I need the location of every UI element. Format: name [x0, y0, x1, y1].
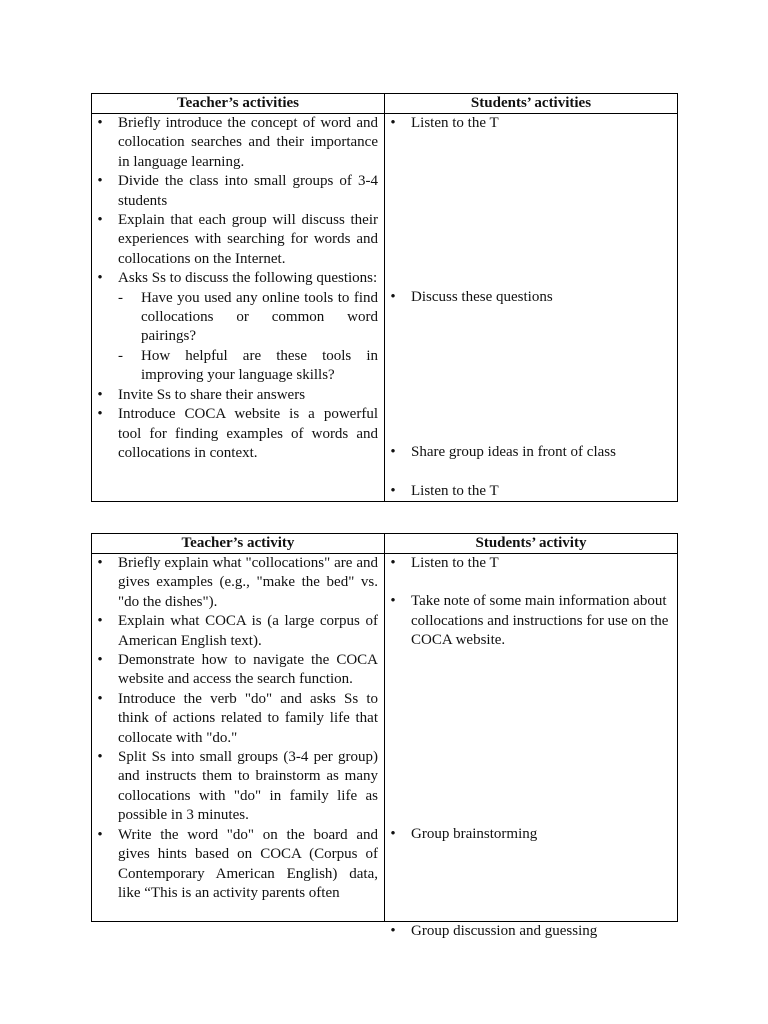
bullet-icon: • [97, 115, 103, 131]
list-item: • Explain what COCA is (a large corpus of American English text). [92, 612, 384, 651]
list-item: • Discuss these questions [385, 288, 677, 307]
bullet-icon: • [97, 690, 103, 707]
bullet-icon: • [390, 555, 396, 571]
bullet-icon: • [97, 406, 103, 423]
bullet-icon: • [97, 386, 103, 403]
list-item: • Invite Ss to share their answers [92, 386, 384, 405]
list-item: • Group brainstorming [385, 825, 677, 844]
bullet-icon: • [97, 613, 103, 630]
sub-list-item: - How helpful are these tools in improving your language skills? [118, 347, 378, 384]
list-item: • Briefly introduce the concept of word and collocation searches and their importance in language learning. [92, 114, 384, 172]
table-row [92, 554, 678, 922]
teacher-activities-cell [92, 114, 385, 502]
bullet-icon: • [97, 652, 103, 669]
table-header-row [92, 94, 678, 114]
table-row [92, 114, 678, 502]
dash-icon: - [118, 347, 123, 364]
bullet-icon: • [97, 749, 103, 766]
list-item: • Introduce the verb "do" and asks Ss to think of actions related to family life that collocate with "do." [92, 690, 384, 748]
bullet-icon: • [97, 270, 103, 287]
sub-list-item: - Have you used any online tools to find collocations or common word pairings? [118, 289, 378, 345]
list-item: • Demonstrate how to navigate the COCA website and access the search function. [92, 651, 384, 690]
list-item: • Listen to the T [385, 114, 677, 133]
list-item: • Introduce COCA website is a powerful tool for finding examples of words and collocations in context. [92, 405, 384, 463]
header-teacher-activities: Teacher’s activities [92, 94, 385, 114]
list-item: • Explain that each group will discuss their experiences with searching for words and collocations on the Internet. [92, 211, 384, 269]
bullet-icon: • [390, 115, 396, 131]
lesson-activities-table-1 [91, 93, 678, 502]
bullet-icon: • [390, 289, 396, 306]
list-item: • Asks Ss to discuss the following questions: - Have you used any online tools to find collocations or common word pairings? - How helpful are these tools in improving your language skills? [92, 269, 384, 385]
dash-icon: - [118, 289, 123, 306]
header-students-activity: Students’ activity [385, 534, 678, 554]
list-item: • Divide the class into small groups of 3-4 students [92, 172, 384, 211]
list-item: • Listen to the T [385, 482, 677, 501]
bullet-icon: • [97, 173, 103, 190]
bullet-icon: • [97, 826, 103, 843]
list-item: • Share group ideas in front of class [385, 443, 677, 462]
list-item: • Group discussion and guessing [385, 922, 677, 941]
header-students-activities: Students’ activities [385, 94, 678, 114]
list-item: • Take note of some main information about collocations and instructions for use on the COCA website. [385, 592, 677, 650]
bullet-icon: • [97, 212, 103, 229]
header-teacher-activity: Teacher’s activity [92, 534, 385, 554]
bullet-icon: • [390, 923, 396, 940]
lesson-activities-table-2 [91, 533, 678, 940]
list-item: • Split Ss into small groups (3-4 per group) and instructs them to brainstorm as many collocations with "do" in family life as possible in 3 minutes. [92, 748, 384, 826]
teacher-activity-cell [92, 554, 385, 922]
bullet-icon: • [390, 825, 396, 842]
students-activities-cell [385, 114, 678, 502]
list-item: • Briefly explain what "collocations" are and gives examples (e.g., "make the bed" vs. "do the dishes"). [92, 554, 384, 612]
table-header-row [92, 534, 678, 554]
list-item: • Listen to the T [385, 554, 677, 573]
students-activity-cell [385, 554, 678, 940]
bullet-icon: • [97, 555, 103, 571]
bullet-icon: • [390, 443, 396, 460]
bullet-icon: • [390, 593, 396, 610]
bullet-icon: • [390, 483, 396, 500]
list-item: • Write the word "do" on the board and gives hints based on COCA (Corpus of Contemporary American English) data, like “This is an activity parents often [92, 826, 384, 904]
